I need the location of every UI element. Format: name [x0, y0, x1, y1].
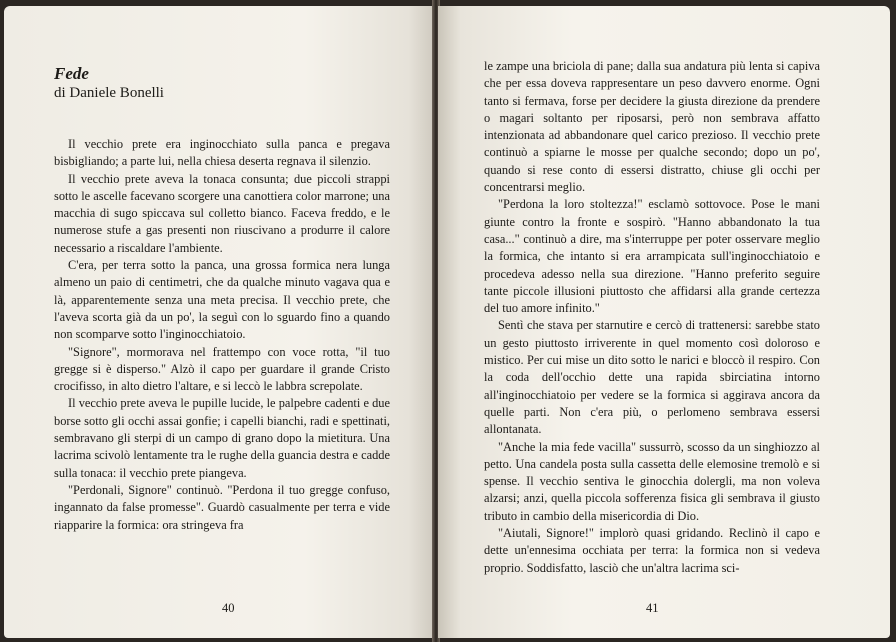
page-number: 41	[646, 601, 659, 615]
page-number: 40	[222, 601, 235, 615]
left-page-text	[54, 64, 390, 534]
paragraph: "Perdonali, Signore" continuò. "Perdona il tuo gregge confuso, ingannato da false promesse". Guardò casualmente per terra e vide riapparire la formica: ora stringeva fra	[54, 482, 390, 532]
right-page	[438, 6, 890, 638]
paragraph: Il vecchio prete era inginocchiato sulla panca e pregava bisbigliando; a parte lui, nella chiesa deserta regnava il silenzio.	[54, 137, 390, 169]
paragraph: "Perdona la loro stoltezza!" esclamò sottovoce. Pose le mani giunte contro la fronte e sospirò. "Hanno abbandonato la tua casa..." continuò a dire, ma s'interruppe per poter osservare meglio la formica, che intanto si era arrampicata sull'inginocchiatoio e procedeva adesso nella sua direzione. "Hanno preferito seguire tante piccole illusioni piuttosto che affidarsi alla grande certezza del tuo amore infinito."	[484, 197, 820, 316]
paragraph: C'era, per terra sotto la panca, una grossa formica nera lunga almeno un paio di centimetri, che da qualche minuto vagava qua e là, apparentemente senza una meta precisa. Il vecchio prete, che l'aveva scorta già da un po', la seguì con lo sguardo fino a quando non scomparve sotto l'inginocchiatoio.	[54, 258, 390, 342]
paragraph: Sentì che stava per starnutire e cercò di trattenersi: sarebbe stato un gesto piuttosto irriverente in quel momento così doloroso e mistico. Per cui mise un dito sotto le narici e bloccò il respiro. Con la coda dell'occhio dette una rapida sbirciatina intorno all'inginocchiatoio per vedere se la formica si aggirava ancora da quelle parti. Non c'era più, o perlomeno sembrava essersi allontanata.	[484, 318, 820, 437]
story-title: Fede	[54, 64, 89, 83]
paragraph-continuation: le zampe una briciola di pane; dalla sua andatura più lenta si capiva che per essa doveva rappresentare un peso davvero enorme. Ogni tanto si fermava, forse per decidere la giusta direzione da prendere o magari soltanto per riposarsi, però non sembrava affatto intenzionata ad abbandonare quel carico prezioso. Il vecchio prete continuò a spiarne le mosse per qualche secondo; dopo un po', quando si rese conto di essersi distratto, chiuse gli occhi per concentrarsi meglio.	[484, 59, 820, 195]
story-author: di Daniele Bonelli	[54, 85, 164, 101]
paragraph: Il vecchio prete aveva le pupille lucide, le palpebre cadenti e due borse sotto gli occhi assai gonfie; i capelli bianchi, radi e spettinati, sembravano gli sterpi di un campo di grano dopo la mietitura. Una lacrima scivolò lentamente tra le rughe della guancia destra e cadde sulla tonaca: il vecchio prete piangeva.	[54, 396, 390, 480]
left-page	[4, 6, 434, 638]
paragraph: "Aiutali, Signore!" implorò quasi gridando. Reclinò il capo e dette un'ennesima occhiata per terra: la formica non si vedeva proprio. Soddisfatto, lasciò che un'altra lacrima sci-	[484, 526, 820, 575]
right-page-text	[484, 58, 820, 577]
paragraph: "Anche la mia fede vacilla" sussurrò, scosso da un singhiozzo al petto. Una candela posta sulla cassetta delle elemosine tremolò e si spense. Il vecchio sentiva le ginocchia dolergli, ma non voleva alzarsi; anzi, quella piccola sofferenza fisica gli sembrava il giusto tributo in cambio della misericordia di Dio.	[484, 439, 820, 523]
paragraph: Il vecchio prete aveva la tonaca consunta; due piccoli strappi sotto le ascelle facevano scorgere una canottiera color marrone; una macchia di sugo spiccava sul colletto bianco. Faceva freddo, e le numerose stufe a gas presenti non riuscivano a produrre il calore necessario a riscaldare l'ambiente.	[54, 171, 390, 255]
paragraph: "Signore", mormorava nel frattempo con voce rotta, "il tuo gregge si è disperso." Alzò il capo per guardare il grande Cristo crocifisso, in alto dietro l'altare, e si leccò le labbra screpolate.	[54, 344, 390, 394]
